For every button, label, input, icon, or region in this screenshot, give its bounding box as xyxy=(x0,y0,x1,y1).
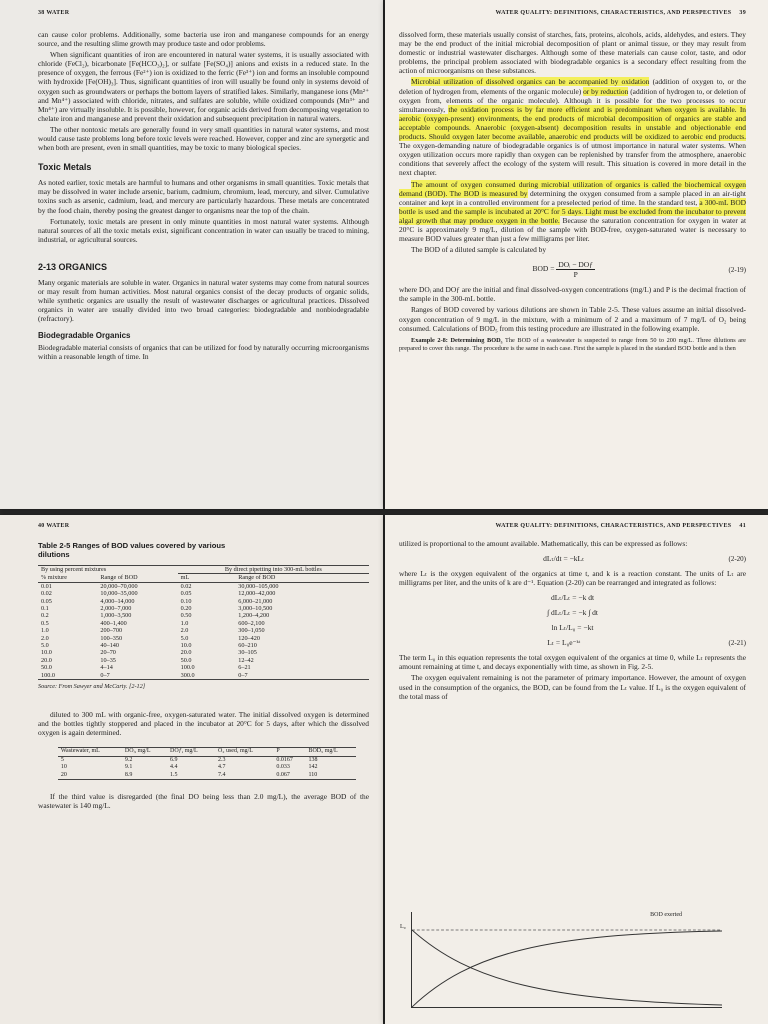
table-row xyxy=(38,649,369,656)
column-header: BOD₅ mg/L xyxy=(305,748,355,756)
paragraph: where Lₜ is the oxygen equivalent of the organics at time t, and k is a reaction constant. The units of Lₜ are milligrams per liter, and the units of k are d⁻¹. Equation (2-20) can be rearranged and integrated as follows: xyxy=(399,569,746,588)
highlight: Microbial utilization of dissolved organics can be accompanied by oxidation xyxy=(411,77,650,87)
column-header: O₂ used, mg/L xyxy=(215,748,273,756)
table-cell: 2.0 xyxy=(180,627,189,635)
table-row xyxy=(38,642,369,649)
paragraph: The other nontoxic metals are generally found in very small quantities in natural water systems, and most would cause taste problems long before toxic levels were reached. However, copper and zinc are synergetic and when both are present, even in small quantities, may be toxic to many biological species. xyxy=(38,124,369,153)
table-cell: 0.20 xyxy=(180,605,192,613)
table-cell: 1.5 xyxy=(170,771,178,778)
bod-exerted-curve xyxy=(412,931,722,1007)
equation-2-20: dLₜ/dt = −kLₜ (2-20) xyxy=(543,554,746,564)
paragraph: Fortunately, toxic metals are present in only minute quantities in most natural water systems. Although natural sources of all the toxic metals exist, significant concentration in water can usually be traced to mining, industrial, or agricultural sources. xyxy=(38,216,369,244)
equation-2-21: Lₜ = L₀e⁻ᵏᵗ (2-21) xyxy=(547,638,746,648)
table-cell: 0.05 xyxy=(180,590,192,598)
table-cell: 1,200–4,200 xyxy=(238,612,270,620)
table-cell: 138 xyxy=(308,756,318,763)
table-cell: 10.0 xyxy=(180,642,192,650)
paragraph: If the third value is disregarded (the final DO being less than 2.0 mg/L), the average BOD of the wastewater is 140 mg/L. xyxy=(38,792,369,811)
column-header: Range of BOD xyxy=(235,574,369,582)
table-cell: 1.0 xyxy=(41,627,49,635)
column-header: Wastewater, mL xyxy=(58,748,122,756)
table-cell: 0.5 xyxy=(41,619,49,627)
table-cell: 30–105 xyxy=(238,649,257,657)
table-cell: 0.01 xyxy=(41,582,52,590)
table-row xyxy=(38,612,369,619)
paragraph: Biodegradable material consists of organics that can be utilized for food by naturally occurring microorganisms within a reasonable length of time. In xyxy=(38,343,369,362)
paragraph: where DOᵢ and DOƒ are the initial and final dissolved-oxygen concentrations (mg/L) and P is the decimal fraction of the sample in the 300-mL bottle. xyxy=(399,285,746,304)
table-source: Source: From Sawyer and McCarty. [2-12] xyxy=(38,683,146,691)
table-cell: 0.1 xyxy=(41,605,49,613)
paragraph: When significant quantities of iron are encountered in natural water systems, it is usually associated with chloride (FeCl₂), bicarbonate [Fe(HCO₃)₂], or sulfate [Fe(SO₄)] anions and exists in a reduced state. In the presence of oxygen, the ferrous (Fe²⁺) ion is oxidized to the ferric (Fe³⁺) ion and forms an insoluble compound with hydroxide [Fe(OH)₃]. Thus, significant quantities of iron will usually be found only in systems devoid of oxygen such as groundwaters or perhaps the bottom layers of stratified lakes. Similarly, manganese ions (Mn²⁺ and Mn⁴⁺) associated with chloride, nitrates, and sulfates are soluble, while oxidized compounds (Mn³⁺ and Mn⁴⁺) are virtually insoluble. It is possible, however, for organic acids derived from decomposing vegetation to chelate iron and manganese and prevent their oxidation and subsequent precipitation in natural waters. xyxy=(38,50,369,123)
table-cell: 10,000–35,000 xyxy=(100,590,138,598)
equation: ln Lₜ/L₀ = −kt xyxy=(551,623,594,633)
table-cell: 120–420 xyxy=(238,634,260,642)
page-header xyxy=(399,10,746,16)
table-cell: 20.0 xyxy=(41,656,52,664)
table-row xyxy=(58,756,356,764)
table-cell: 50.0 xyxy=(180,656,192,664)
paragraph-oxidation: Microbial utilization of dissolved organics can be accompanied by oxidation (addition of oxygen to, or the deletion of hydrogen from, elements of the organic molecule) or by reduction (addition of hydrogen to, or deletion of oxygen from, elements of the organic molecule). Although it is possible for the two processes to occur simultaneously, the oxidation process is by far more efficient and is predominant when oxygen is available. In aerobic (oxygen-present) environments, the end products of microbial decomposition of organics are stable and acceptable compounds. Anaerobic (oxygen-absent) decomposition results in unstable and objectionable end products. Should oxygen later become available, anaerobic end products will be oxidized to aerobic end products. The oxygen-demanding nature of biodegradable organics is of utmost importance in natural water systems. When oxygen utilization occurs more rapidly than oxygen can be replenished by transfer from the atmosphere, anaerobic conditions that severely affect the ecology of the system will result. This situation is covered in more detail in the next chapter. xyxy=(399,77,747,178)
paragraph: The term L₀ in this equation represents the total oxygen equivalent of the organics at time 0, while Lₜ represents the amount remaining at time t, and decays exponentially with time, as shown in Fig. 2-5. xyxy=(399,653,746,672)
paragraph: The oxygen equivalent remaining is not the parameter of primary importance. However, the amount of oxygen used in the consumption of the organics, the BOD, can be found from the Lₜ value. If L₀ is the oxygen equivalent of the total mass of xyxy=(399,673,746,701)
table-row xyxy=(38,605,369,612)
paragraph-bod: The amount of oxygen consumed during microbial utilization of organics is called the biochemical oxygen demand (BOD). The BOD is measured by determining the oxygen consumed from a sample placed in an air-tight container and kept in a controlled environment for a preselected period of time. In the standard test, a 300-mL BOD bottle is used and the sample is incubated at 20°C for 5 days. Light must be excluded from the incubator to prevent algal growth that may produce oxygen in the bottle. Because the saturation concentration for oxygen in water at 20°C is approximately 9 mg/L, dilution of the sample with BOD-free, oxygen-saturated water is necessary to measure BOD values greater than just a few milligrams per liter. xyxy=(399,179,747,244)
page-number: 41 xyxy=(739,523,746,529)
section-heading-toxic-metals: Toxic Metals xyxy=(38,162,92,173)
table-cell: 10–35 xyxy=(100,656,116,664)
page-39 xyxy=(385,0,768,509)
column-header: mL xyxy=(178,574,236,582)
table-cell: 4.4 xyxy=(170,764,178,771)
column-header: % mixture xyxy=(38,574,97,582)
highlight: a 300-mL BOD bottle is used and the sample is incubated at 20°C for 5 days. Light must be excluded from the incubator to prevent algal growth that may produce oxygen in the bottle. xyxy=(399,197,746,225)
paragraph: Ranges of BOD covered by various dilutions are shown in Table 2-5. These values assume an initial dissolved-oxygen concentration of 9 mg/L in the mixture, with a minimum of 2 and a maximum of 7 mg/L of O₂ being consumed. Calculations of BOD₅ from this testing procedure are illustrated in the following example. xyxy=(399,305,746,333)
bod-curves xyxy=(412,912,722,1007)
paragraph: utilized is proportional to the amount available. Mathematically, this can be expressed as follows: xyxy=(399,539,688,548)
table-cell: 50.0 xyxy=(41,664,52,672)
table-cell: 0.05 xyxy=(41,597,52,605)
table-cell: 200–700 xyxy=(100,627,123,635)
table-cell: 12–42 xyxy=(238,656,254,664)
equation: ∫ dLₜ/Lₜ = −k ∫ dt xyxy=(547,608,598,618)
highlight: the oxidation process is by far more efficient and is predominant when oxygen is available. In aerobic (oxygen-present) environments, the end products of microbial decomposition of organics are stable and acceptable compounds. Anaerobic (oxygen-absent) decomposition results in unstable and objectionable end products. Should oxygen later become available, anaerobic end products will be oxidized to aerobic end products. xyxy=(399,104,747,142)
table-cell: 0.033 xyxy=(276,764,290,771)
table-cell: 9.2 xyxy=(124,756,133,763)
table-cell: 0–7 xyxy=(238,671,248,679)
table-cell: 6,000–21,000 xyxy=(238,597,273,605)
table-cell: 300–1,050 xyxy=(238,627,265,635)
running-head: WATER QUALITY: DEFINITIONS, CHARACTERISTICS, AND PERSPECTIVES xyxy=(495,10,732,16)
graph-label-l0: L₀ xyxy=(400,924,406,930)
table-row xyxy=(38,635,369,642)
table-cell: 0.0167 xyxy=(276,756,293,763)
bod-figure xyxy=(400,912,722,1008)
table-cell: 7.4 xyxy=(218,771,226,778)
section-heading-organics: 2-13 ORGANICS xyxy=(38,261,108,272)
column-header: DOᵢ, mg/L xyxy=(122,748,167,756)
table-cell: 12,000–42,000 xyxy=(238,590,276,598)
paragraph: diluted to 300 mL with organic-free, oxygen-saturated water. The initial dissolved oxygen is determined and the bottles tightly stoppered and placed in the incubator at 20°C for 5 days, after which the dissolved oxygen is again determined. xyxy=(38,710,369,738)
table-cell: 8.9 xyxy=(124,771,133,778)
page-number: 39 xyxy=(739,10,746,16)
page-number: 38 xyxy=(38,10,45,16)
table-cell: 4–14 xyxy=(100,664,113,672)
table-row xyxy=(38,582,369,590)
table-cell: 0.02 xyxy=(41,590,52,598)
highlight: or by reduction xyxy=(583,86,629,96)
table-cell: 2,000–7,000 xyxy=(100,605,132,613)
table-row xyxy=(58,764,356,771)
table-cell: 20,000–70,000 xyxy=(100,582,138,590)
equation: dLₜ/Lₜ = −k dt xyxy=(550,593,595,603)
table-row xyxy=(38,590,369,597)
table-cell: 0.2 xyxy=(41,612,49,620)
table-cell: 300.0 xyxy=(180,671,195,679)
table-cell: 3,000–10,500 xyxy=(238,605,273,613)
table-cell: 0.067 xyxy=(276,771,290,778)
page-40 xyxy=(0,515,383,1024)
table-cell: 142 xyxy=(308,764,318,771)
table-cell: 60–210 xyxy=(238,642,257,650)
page-header xyxy=(38,523,369,529)
column-group-header: By using percent mixtures xyxy=(41,566,107,574)
table-cell: 1,000–3,500 xyxy=(100,612,132,620)
table-row xyxy=(38,627,369,634)
running-head: WATER xyxy=(46,10,70,16)
table-cell: 4,000–14,000 xyxy=(100,597,135,605)
table-cell: 100.0 xyxy=(41,671,55,679)
table-cell: 40–140 xyxy=(100,642,119,650)
table-cell: 5.0 xyxy=(41,642,49,650)
running-head: WATER QUALITY: DEFINITIONS, CHARACTERISTICS, AND PERSPECTIVES xyxy=(495,523,732,529)
table-row xyxy=(58,772,356,780)
running-head: WATER xyxy=(46,523,70,529)
paragraph: The BOD of a diluted sample is calculated by xyxy=(411,245,547,255)
table-row xyxy=(38,664,369,671)
page-header xyxy=(399,523,746,529)
table-cell: 0–7 xyxy=(100,671,110,679)
page-38 xyxy=(0,0,383,509)
highlight: The amount of oxygen consumed during microbial utilization of organics is called the biochemical oxygen demand (BOD). The BOD is measured by xyxy=(399,179,746,198)
table-cell: 0.50 xyxy=(180,612,192,620)
table-cell: 5 xyxy=(60,756,64,763)
table-cell: 20 xyxy=(60,771,67,778)
paragraph: As noted earlier, toxic metals are harmful to humans and other organisms in small quantities. Toxic metals that may be dissolved in water include arsenic, barium, cadmium, chromium, lead, mercury, and silver. Cumulative toxins such as arsenic, cadmium, lead, and mercury are particularly hazardous. These metals are concentrated by the food chain, thereby posing the greatest danger to organisms near the top of the chain. xyxy=(38,178,369,215)
table-cell: 110 xyxy=(308,771,318,778)
table-row xyxy=(38,620,369,627)
table-cell: 0.10 xyxy=(180,597,192,605)
page-number: 40 xyxy=(38,523,45,529)
table-cell: 4.7 xyxy=(218,764,226,771)
table-cell: 5.0 xyxy=(180,634,189,642)
table-cell: 2.0 xyxy=(41,634,49,642)
table-cell: 20–70 xyxy=(100,649,116,657)
table-caption: Table 2-5 Ranges of BOD values covered by various dilutions xyxy=(38,541,226,559)
table-row xyxy=(38,657,369,664)
paragraph: dissolved form, these materials usually consist of starches, fats, proteins, alcohols, acids, aldehydes, and esters. They may be the end product of the initial microbial decomposition of plant or animal tissue, or they may result from domestic or industrial wastewater discharges. Although some of these materials can cause color, taste, and odor problems, the principal problem associated with biodegradable organics is a secondary effect resulting from the action of microorganisms on these substances. xyxy=(399,30,746,76)
table-cell: 6–21 xyxy=(238,664,251,672)
table-cell: 6.9 xyxy=(170,756,178,763)
column-header: Range of BOD xyxy=(97,574,177,582)
table-cell: 10.0 xyxy=(41,649,52,657)
column-group-header: By direct pipetting into 300-mL bottles xyxy=(178,566,369,574)
table-cell: 30,000–105,000 xyxy=(238,582,279,590)
table-cell: 100–350 xyxy=(100,634,123,642)
table-example-results xyxy=(58,747,356,780)
table-2-5 xyxy=(38,565,369,680)
table-row xyxy=(38,598,369,605)
table-cell: 10 xyxy=(60,764,67,771)
page-header xyxy=(38,10,369,16)
graph-label-bod: BOD exerted xyxy=(650,912,682,918)
table-cell: 600–2,100 xyxy=(238,619,265,627)
table-cell: 2.3 xyxy=(218,756,226,763)
table-cell: 1.0 xyxy=(180,619,189,627)
table-row xyxy=(38,672,369,680)
column-header: DOƒ, mg/L xyxy=(167,748,215,756)
page-41 xyxy=(385,515,768,1024)
example-2-8: Example 2-8: Determining BOD₅ The BOD of a wastewater is suspected to range from 50 to 200 mg/L. Three dilutions are prepared to cover this range. The procedure is the same in each case. First the sample is placed in the standard BOD bottle and is then xyxy=(399,336,746,352)
table-cell: 100.0 xyxy=(180,664,195,672)
equation-2-19: BOD = $\frac{\text{DOᵢ − DOƒ}}{P}$ (2-19) xyxy=(532,260,746,280)
paragraph: Many organic materials are soluble in water. Organics in natural water systems may come from natural sources or may result from human activities. Most natural organics consist of the decay products of organic solids, while synthetic organics are usually the result of wastewater discharges or agricultural practices. Dissolved organics in water are usually divided into two broad categories: biodegradable and nonbiodegradable (refractory). xyxy=(38,277,369,324)
table-cell: 9.1 xyxy=(124,764,133,771)
table-cell: 0.02 xyxy=(180,582,192,590)
column-header: P xyxy=(273,748,305,756)
table-cell: 400–1,400 xyxy=(100,619,127,627)
paragraph: can cause color problems. Additionally, some bacteria use iron and manganese compounds for an energy source, and the resulting slime growth may produce taste and odor problems. xyxy=(38,30,369,49)
subsection-heading-biodegradable: Biodegradable Organics xyxy=(38,331,131,341)
table-cell: 20.0 xyxy=(180,649,192,657)
